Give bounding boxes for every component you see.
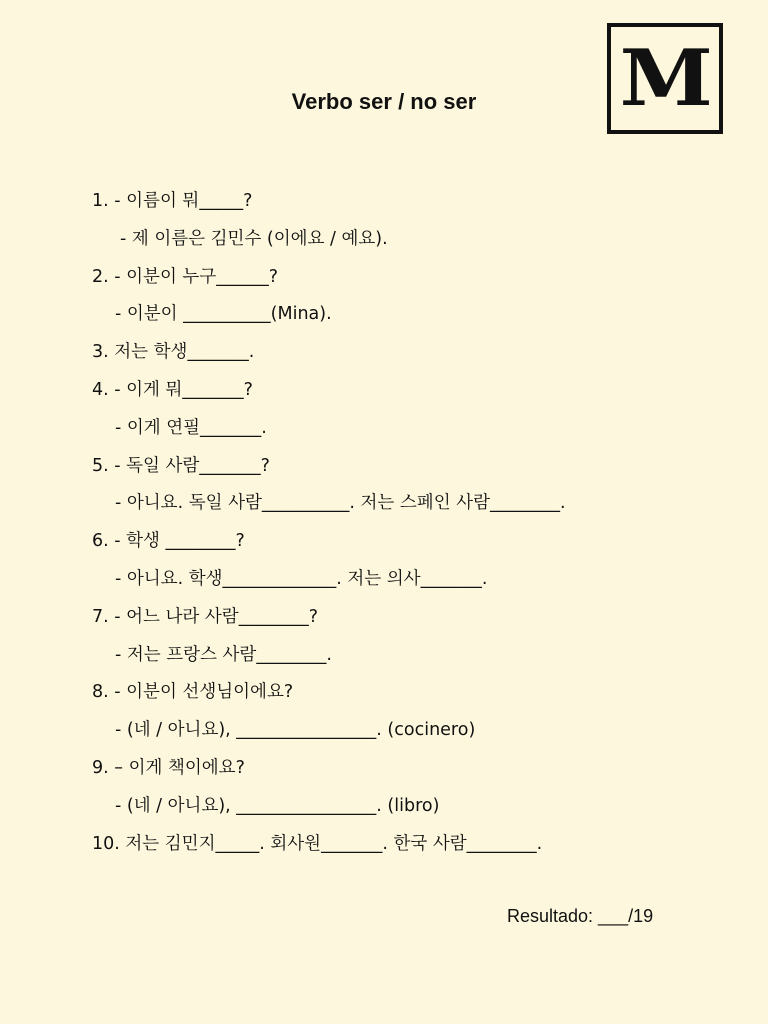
exercise-answer-line: - (네 / 아니요), ________________. (libro) [115,795,440,816]
result-score: Resultado: ___/19 [507,906,654,926]
exercise-question-line: 2. - 이분이 누구______? [92,266,279,287]
logo [607,23,723,134]
exercise-question-line: 10. 저는 김민지_____. 회사원_______. 한국 사람________. [92,833,543,854]
exercise-answer-line: - 아니요. 독일 사람__________. 저는 스페인 사람________. [115,493,566,514]
exercise-question-line: 5. - 독일 사람_______? [92,455,270,476]
exercise-answer-line: - 이게 연필_______. [115,417,267,438]
page-title: Verbo ser / no ser [291,89,477,114]
exercise-answer-line: - 이분이 __________(Mina). [115,304,332,325]
exercise-answer-line: - (네 / 아니요), ________________. (cocinero) [115,720,476,741]
exercise-answer-line: - 저는 프랑스 사람________. [115,644,332,665]
exercise-answer-line: - 제 이름은 김민수 (이에요 / 예요). [120,228,388,249]
exercise-question-line: 1. - 이름이 뭐_____? [92,191,253,211]
exercise-question-line: 6. - 학생 ________? [92,531,245,552]
exercise-answer-line: - 아니요. 학생_____________. 저는 의사_______. [115,568,488,589]
exercise-question-line: 7. - 어느 나라 사람________? [92,606,318,627]
exercise-question-line: 9. – 이게 책이에요? [92,757,245,778]
exercise-list [92,188,732,868]
exercise-question-line: 3. 저는 학생_______. [92,342,255,363]
exercise-question-line: 8. - 이분이 선생님이에요? [92,682,294,703]
exercise-question-line: 4. - 이게 뭐_______? [92,379,253,400]
logo-letter: M [619,32,711,124]
